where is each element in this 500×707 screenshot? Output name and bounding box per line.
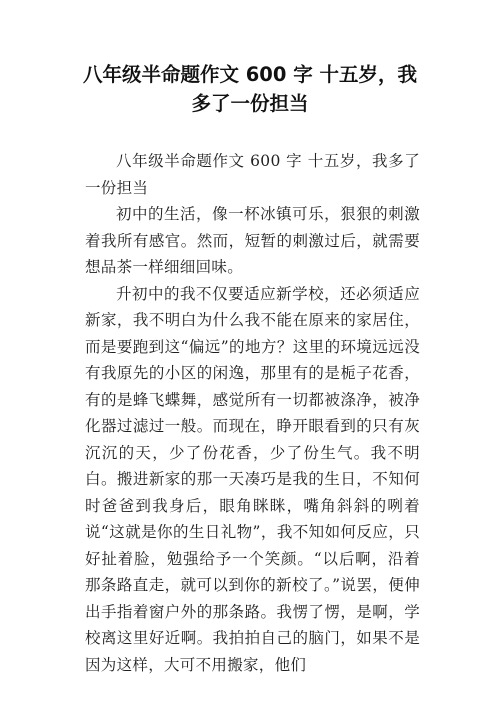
paragraph-subtitle: 八年级半命题作文 600 字 十五岁，我多了一份担当 [85, 152, 420, 197]
title-line-2: 多了一份担当 [191, 92, 309, 115]
title-line-1: 八年级半命题作文 600 字 十五岁，我 [82, 63, 418, 86]
paragraph: 初中的生活，像一杯冰镇可乐，狠狠的刺激着我所有感官。然而，短暂的刺激过后，就需要想品茶一样细细回味。 [85, 205, 420, 276]
document-body [85, 148, 420, 678]
document-title [40, 60, 460, 118]
paragraph: 升初中的我不仅要适应新学校，还必须适应新家，我不明白为什么我不能在原来的家居住，而是要跑到这“偏远”的地方？这里的环境远远没有我原先的小区的闲逸，那里有的是栀子花香，有的是蜂飞蝶舞，感觉所有一切都被涤净，被净化器过滤过一般。而现在，睁开眼看到的只有灰沉沉的天，少了份花香，少了份生气。我不明白。搬进新家的那一天凑巧是我的生日，不知何时爸爸到我身后，眼角眯眯，嘴角斜斜的咧着说“这就是你的生日礼物”，我不知如何反应，只好扯着脸，勉强给予一个笑颜。“以后啊，沿着那条路直走，就可以到你的新校了。”说罢，便伸出手指着窗户外的那条路。我愣了愣，是啊，学校离这里好近啊。我拍拍自己的脑门，如果不是因为这样，大可不用搬家，他们 [85, 284, 420, 674]
